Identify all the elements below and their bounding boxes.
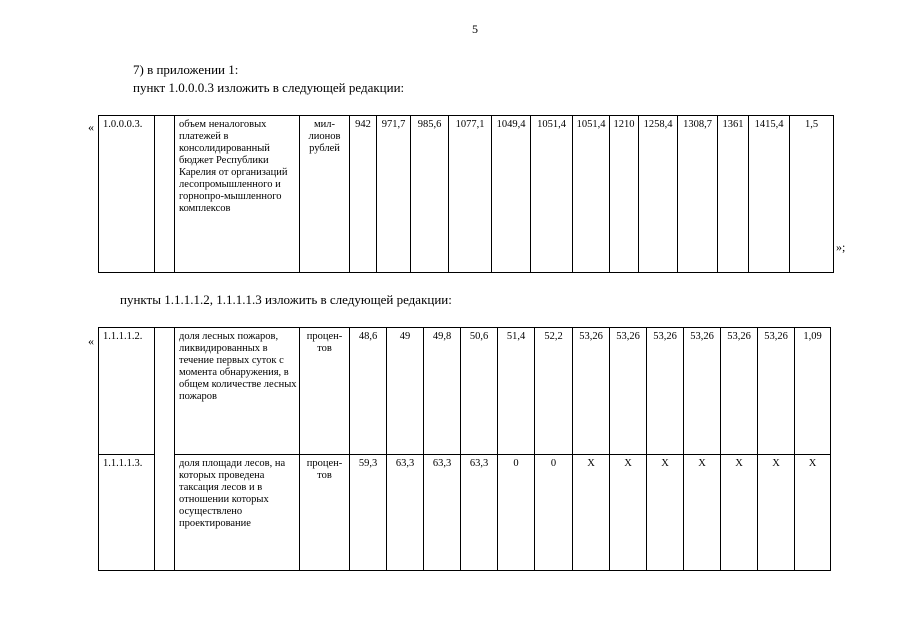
blank-cell	[155, 328, 175, 571]
value-cell: 49	[387, 328, 424, 455]
row-name: доля лесных пожаров, ликвидированных в течение первых суток с момента обнаружения, в общем количестве лесных пожаров	[175, 328, 300, 455]
intro-line-2: пункт 1.0.0.0.3 изложить в следующей редакции:	[133, 80, 405, 95]
value-cell: X	[795, 455, 831, 571]
value-cell: 52,2	[535, 328, 573, 455]
value-cell: 63,3	[424, 455, 461, 571]
value-cell: 942	[350, 116, 377, 273]
value-cell: 48,6	[350, 328, 387, 455]
value-cell: 59,3	[350, 455, 387, 571]
value-cell: 0	[498, 455, 535, 571]
page-number: 5	[472, 22, 478, 36]
value-cell: 1,09	[795, 328, 831, 455]
value-cell: 63,3	[387, 455, 424, 571]
value-cell: 53,26	[758, 328, 795, 455]
value-cell: 0	[535, 455, 573, 571]
close-quote-1: »;	[836, 240, 846, 254]
value-cell: 1415,4	[749, 116, 790, 273]
value-cell: 1258,4	[639, 116, 678, 273]
value-cell: X	[647, 455, 684, 571]
value-cell: 1,5	[790, 116, 834, 273]
value-cell: X	[684, 455, 721, 571]
row-name: объем неналоговых платежей в консолидированный бюджет Республики Карелия от организаций лесопромышленного и горнопро-мышленного комплексов	[175, 116, 300, 273]
value-cell: 1210	[610, 116, 639, 273]
value-cell: 63,3	[461, 455, 498, 571]
row-unit: процен-тов	[300, 328, 350, 455]
value-cell: 971,7	[377, 116, 411, 273]
value-cell: 53,26	[573, 328, 610, 455]
open-quote-2: «	[88, 334, 94, 348]
row-code: 1.1.1.1.2.	[99, 328, 155, 455]
value-cell: 53,26	[610, 328, 647, 455]
row-unit: мил-лионов рублей	[300, 116, 350, 273]
row-name: доля площади лесов, на которых проведена таксация лесов и в отношении которых осуществлено проектирование	[175, 455, 300, 571]
table-row	[99, 328, 831, 455]
value-cell: 53,26	[721, 328, 758, 455]
value-cell: 51,4	[498, 328, 535, 455]
table-row	[99, 116, 834, 273]
value-cell: 1051,4	[531, 116, 573, 273]
open-quote-1: «	[88, 120, 94, 134]
table-1	[98, 115, 834, 273]
section-2-title: пункты 1.1.1.1.2, 1.1.1.1.3 изложить в следующей редакции:	[120, 292, 452, 307]
intro-line-1: 7) в приложении 1:	[133, 62, 239, 77]
value-cell: 985,6	[411, 116, 449, 273]
table-row	[99, 455, 831, 571]
value-cell: X	[610, 455, 647, 571]
value-cell: X	[721, 455, 758, 571]
value-cell: 1049,4	[492, 116, 531, 273]
row-code: 1.0.0.0.3.	[99, 116, 155, 273]
value-cell: 53,26	[684, 328, 721, 455]
value-cell: 1077,1	[449, 116, 492, 273]
value-cell: 1361	[718, 116, 749, 273]
row-code: 1.1.1.1.3.	[99, 455, 155, 571]
value-cell: 53,26	[647, 328, 684, 455]
blank-cell	[155, 116, 175, 273]
value-cell: 1051,4	[573, 116, 610, 273]
value-cell: 50,6	[461, 328, 498, 455]
value-cell: X	[758, 455, 795, 571]
value-cell: 49,8	[424, 328, 461, 455]
value-cell: X	[573, 455, 610, 571]
table-2	[98, 327, 831, 571]
value-cell: 1308,7	[678, 116, 718, 273]
row-unit: процен-тов	[300, 455, 350, 571]
